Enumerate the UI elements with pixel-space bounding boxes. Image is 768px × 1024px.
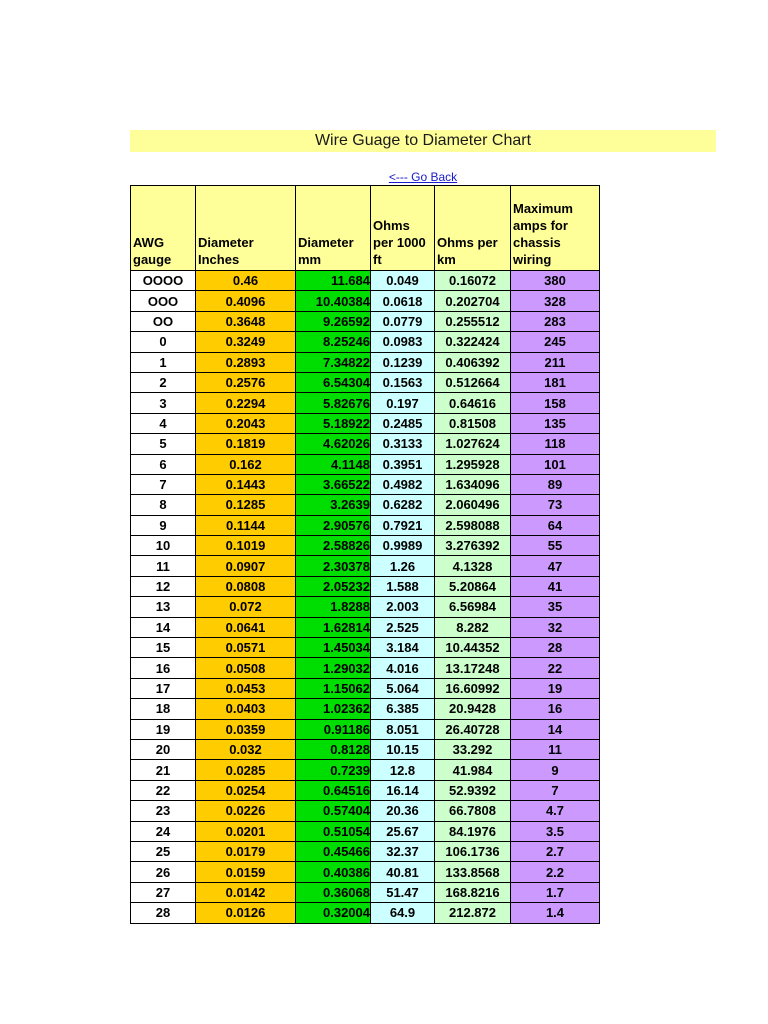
cell-ohms-per-1000ft: 0.9989 <box>371 536 435 556</box>
cell-diameter-inches: 0.1144 <box>196 515 296 535</box>
cell-max-amps: 4.7 <box>511 801 600 821</box>
cell-ohms-per-1000ft: 51.47 <box>371 882 435 902</box>
cell-diameter-mm: 1.62814 <box>296 617 371 637</box>
cell-awg-gauge: 16 <box>131 658 196 678</box>
cell-diameter-mm: 6.54304 <box>296 372 371 392</box>
table-row <box>131 597 600 617</box>
cell-awg-gauge: 19 <box>131 719 196 739</box>
cell-diameter-mm: 0.7239 <box>296 760 371 780</box>
cell-diameter-mm: 0.40386 <box>296 862 371 882</box>
cell-max-amps: 135 <box>511 413 600 433</box>
cell-ohms-per-km: 0.81508 <box>435 413 511 433</box>
cell-awg-gauge: 5 <box>131 434 196 454</box>
cell-awg-gauge: 24 <box>131 821 196 841</box>
cell-max-amps: 11 <box>511 739 600 759</box>
cell-max-amps: 211 <box>511 352 600 372</box>
table-row <box>131 271 600 291</box>
cell-ohms-per-1000ft: 6.385 <box>371 699 435 719</box>
cell-diameter-inches: 0.162 <box>196 454 296 474</box>
cell-awg-gauge: 20 <box>131 739 196 759</box>
cell-ohms-per-km: 0.512664 <box>435 372 511 392</box>
cell-diameter-inches: 0.0285 <box>196 760 296 780</box>
cell-max-amps: 1.4 <box>511 903 600 923</box>
cell-ohms-per-1000ft: 0.6282 <box>371 495 435 515</box>
cell-diameter-inches: 0.0126 <box>196 903 296 923</box>
cell-diameter-mm: 2.58826 <box>296 536 371 556</box>
cell-ohms-per-1000ft: 8.051 <box>371 719 435 739</box>
cell-max-amps: 2.2 <box>511 862 600 882</box>
col-header-diameter-mm: Diameter mm <box>296 186 371 271</box>
cell-ohms-per-km: 41.984 <box>435 760 511 780</box>
table-row <box>131 801 600 821</box>
cell-max-amps: 245 <box>511 332 600 352</box>
cell-diameter-mm: 0.64516 <box>296 780 371 800</box>
cell-ohms-per-1000ft: 2.003 <box>371 597 435 617</box>
cell-ohms-per-km: 0.64616 <box>435 393 511 413</box>
cell-ohms-per-1000ft: 10.15 <box>371 739 435 759</box>
cell-awg-gauge: 13 <box>131 597 196 617</box>
cell-ohms-per-1000ft: 0.049 <box>371 271 435 291</box>
cell-diameter-inches: 0.2576 <box>196 372 296 392</box>
cell-ohms-per-1000ft: 4.016 <box>371 658 435 678</box>
cell-diameter-mm: 1.02362 <box>296 699 371 719</box>
table-row <box>131 903 600 923</box>
cell-max-amps: 22 <box>511 658 600 678</box>
cell-ohms-per-km: 1.027624 <box>435 434 511 454</box>
cell-ohms-per-km: 16.60992 <box>435 678 511 698</box>
cell-max-amps: 55 <box>511 536 600 556</box>
cell-diameter-inches: 0.0159 <box>196 862 296 882</box>
cell-max-amps: 181 <box>511 372 600 392</box>
cell-awg-gauge: OOO <box>131 291 196 311</box>
cell-ohms-per-km: 1.634096 <box>435 474 511 494</box>
cell-diameter-mm: 3.66522 <box>296 474 371 494</box>
cell-awg-gauge: 8 <box>131 495 196 515</box>
cell-ohms-per-km: 66.7808 <box>435 801 511 821</box>
cell-ohms-per-km: 6.56984 <box>435 597 511 617</box>
cell-diameter-mm: 2.30378 <box>296 556 371 576</box>
cell-diameter-inches: 0.072 <box>196 597 296 617</box>
cell-awg-gauge: OOOO <box>131 271 196 291</box>
cell-ohms-per-1000ft: 20.36 <box>371 801 435 821</box>
cell-awg-gauge: 28 <box>131 903 196 923</box>
cell-diameter-mm: 1.45034 <box>296 638 371 658</box>
cell-ohms-per-1000ft: 32.37 <box>371 841 435 861</box>
table-row <box>131 862 600 882</box>
cell-diameter-inches: 0.1019 <box>196 536 296 556</box>
cell-awg-gauge: 17 <box>131 678 196 698</box>
cell-ohms-per-km: 33.292 <box>435 739 511 759</box>
table-row <box>131 576 600 596</box>
cell-diameter-mm: 0.45466 <box>296 841 371 861</box>
cell-ohms-per-1000ft: 0.0618 <box>371 291 435 311</box>
table-row <box>131 372 600 392</box>
cell-diameter-mm: 9.26592 <box>296 311 371 331</box>
cell-ohms-per-1000ft: 0.0983 <box>371 332 435 352</box>
cell-max-amps: 158 <box>511 393 600 413</box>
cell-max-amps: 35 <box>511 597 600 617</box>
cell-ohms-per-1000ft: 1.588 <box>371 576 435 596</box>
cell-awg-gauge: 9 <box>131 515 196 535</box>
chart-title-text: Wire Guage to Diameter Chart <box>314 132 532 149</box>
cell-diameter-inches: 0.1285 <box>196 495 296 515</box>
cell-awg-gauge: 1 <box>131 352 196 372</box>
cell-awg-gauge: 2 <box>131 372 196 392</box>
cell-max-amps: 16 <box>511 699 600 719</box>
cell-awg-gauge: 14 <box>131 617 196 637</box>
cell-ohms-per-1000ft: 0.4982 <box>371 474 435 494</box>
cell-awg-gauge: 0 <box>131 332 196 352</box>
cell-ohms-per-km: 4.1328 <box>435 556 511 576</box>
cell-ohms-per-1000ft: 0.7921 <box>371 515 435 535</box>
wire-gauge-table <box>130 185 600 924</box>
cell-diameter-inches: 0.0201 <box>196 821 296 841</box>
cell-diameter-mm: 1.15062 <box>296 678 371 698</box>
table-row <box>131 393 600 413</box>
cell-diameter-mm: 2.90576 <box>296 515 371 535</box>
cell-ohms-per-km: 212.872 <box>435 903 511 923</box>
cell-max-amps: 9 <box>511 760 600 780</box>
cell-ohms-per-km: 8.282 <box>435 617 511 637</box>
cell-ohms-per-km: 0.255512 <box>435 311 511 331</box>
cell-diameter-inches: 0.2294 <box>196 393 296 413</box>
cell-awg-gauge: 10 <box>131 536 196 556</box>
cell-max-amps: 28 <box>511 638 600 658</box>
col-header-max-amps: Maximum amps for chassis wiring <box>511 186 600 271</box>
chart-title <box>130 130 716 152</box>
cell-ohms-per-1000ft: 0.3951 <box>371 454 435 474</box>
cell-max-amps: 73 <box>511 495 600 515</box>
cell-ohms-per-km: 0.322424 <box>435 332 511 352</box>
cell-diameter-mm: 3.2639 <box>296 495 371 515</box>
cell-diameter-mm: 0.51054 <box>296 821 371 841</box>
cell-diameter-mm: 11.684 <box>296 271 371 291</box>
cell-diameter-inches: 0.1819 <box>196 434 296 454</box>
cell-ohms-per-km: 26.40728 <box>435 719 511 739</box>
cell-ohms-per-1000ft: 64.9 <box>371 903 435 923</box>
cell-ohms-per-1000ft: 0.3133 <box>371 434 435 454</box>
cell-diameter-inches: 0.0142 <box>196 882 296 902</box>
cell-ohms-per-km: 2.060496 <box>435 495 511 515</box>
table-row <box>131 739 600 759</box>
table-body <box>131 271 600 924</box>
cell-diameter-inches: 0.1443 <box>196 474 296 494</box>
cell-awg-gauge: 7 <box>131 474 196 494</box>
cell-ohms-per-km: 20.9428 <box>435 699 511 719</box>
cell-ohms-per-km: 2.598088 <box>435 515 511 535</box>
cell-ohms-per-1000ft: 25.67 <box>371 821 435 841</box>
cell-ohms-per-1000ft: 5.064 <box>371 678 435 698</box>
cell-max-amps: 380 <box>511 271 600 291</box>
cell-ohms-per-km: 3.276392 <box>435 536 511 556</box>
cell-diameter-mm: 0.8128 <box>296 739 371 759</box>
cell-ohms-per-1000ft: 16.14 <box>371 780 435 800</box>
cell-ohms-per-km: 106.1736 <box>435 841 511 861</box>
cell-ohms-per-km: 0.406392 <box>435 352 511 372</box>
table-row <box>131 556 600 576</box>
cell-awg-gauge: 4 <box>131 413 196 433</box>
cell-diameter-inches: 0.3648 <box>196 311 296 331</box>
cell-diameter-inches: 0.3249 <box>196 332 296 352</box>
cell-ohms-per-1000ft: 12.8 <box>371 760 435 780</box>
table-row <box>131 311 600 331</box>
cell-diameter-inches: 0.0226 <box>196 801 296 821</box>
table-row <box>131 352 600 372</box>
cell-diameter-inches: 0.0453 <box>196 678 296 698</box>
cell-diameter-mm: 2.05232 <box>296 576 371 596</box>
table-row <box>131 719 600 739</box>
cell-awg-gauge: OO <box>131 311 196 331</box>
cell-ohms-per-km: 52.9392 <box>435 780 511 800</box>
cell-awg-gauge: 18 <box>131 699 196 719</box>
cell-max-amps: 2.7 <box>511 841 600 861</box>
table-row <box>131 678 600 698</box>
cell-diameter-mm: 1.8288 <box>296 597 371 617</box>
cell-diameter-mm: 0.32004 <box>296 903 371 923</box>
cell-ohms-per-km: 133.8568 <box>435 862 511 882</box>
cell-awg-gauge: 26 <box>131 862 196 882</box>
table-row <box>131 617 600 637</box>
cell-ohms-per-km: 0.202704 <box>435 291 511 311</box>
cell-ohms-per-1000ft: 40.81 <box>371 862 435 882</box>
table-row <box>131 434 600 454</box>
cell-diameter-mm: 5.18922 <box>296 413 371 433</box>
col-header-ohms-per-km: Ohms per km <box>435 186 511 271</box>
cell-ohms-per-1000ft: 3.184 <box>371 638 435 658</box>
table-row <box>131 413 600 433</box>
cell-ohms-per-km: 84.1976 <box>435 821 511 841</box>
cell-ohms-per-1000ft: 2.525 <box>371 617 435 637</box>
table-row <box>131 536 600 556</box>
table-row <box>131 332 600 352</box>
cell-diameter-mm: 7.34822 <box>296 352 371 372</box>
cell-max-amps: 41 <box>511 576 600 596</box>
table-row <box>131 658 600 678</box>
table-row <box>131 515 600 535</box>
cell-diameter-inches: 0.0808 <box>196 576 296 596</box>
cell-diameter-inches: 0.0907 <box>196 556 296 576</box>
cell-max-amps: 89 <box>511 474 600 494</box>
cell-max-amps: 101 <box>511 454 600 474</box>
cell-diameter-mm: 8.25246 <box>296 332 371 352</box>
cell-diameter-inches: 0.0179 <box>196 841 296 861</box>
table-row <box>131 760 600 780</box>
cell-ohms-per-km: 1.295928 <box>435 454 511 474</box>
cell-diameter-inches: 0.4096 <box>196 291 296 311</box>
cell-ohms-per-km: 5.20864 <box>435 576 511 596</box>
col-header-diameter-inches: Diameter Inches <box>196 186 296 271</box>
cell-max-amps: 14 <box>511 719 600 739</box>
cell-diameter-mm: 1.29032 <box>296 658 371 678</box>
cell-awg-gauge: 11 <box>131 556 196 576</box>
cell-awg-gauge: 27 <box>131 882 196 902</box>
cell-ohms-per-km: 168.8216 <box>435 882 511 902</box>
cell-diameter-mm: 0.91186 <box>296 719 371 739</box>
go-back-link[interactable]: <--- Go Back <box>388 170 458 184</box>
cell-max-amps: 32 <box>511 617 600 637</box>
cell-diameter-mm: 4.62026 <box>296 434 371 454</box>
cell-ohms-per-km: 0.16072 <box>435 271 511 291</box>
cell-diameter-mm: 10.40384 <box>296 291 371 311</box>
cell-max-amps: 328 <box>511 291 600 311</box>
cell-max-amps: 1.7 <box>511 882 600 902</box>
cell-max-amps: 19 <box>511 678 600 698</box>
cell-diameter-inches: 0.0508 <box>196 658 296 678</box>
cell-ohms-per-1000ft: 0.2485 <box>371 413 435 433</box>
table-row <box>131 638 600 658</box>
table-row <box>131 474 600 494</box>
cell-diameter-mm: 0.57404 <box>296 801 371 821</box>
cell-diameter-inches: 0.032 <box>196 739 296 759</box>
table-row <box>131 821 600 841</box>
table-header-row <box>131 186 600 271</box>
cell-awg-gauge: 22 <box>131 780 196 800</box>
cell-diameter-inches: 0.0571 <box>196 638 296 658</box>
cell-ohms-per-1000ft: 0.1563 <box>371 372 435 392</box>
cell-max-amps: 7 <box>511 780 600 800</box>
cell-diameter-inches: 0.2893 <box>196 352 296 372</box>
cell-diameter-inches: 0.0403 <box>196 699 296 719</box>
cell-awg-gauge: 6 <box>131 454 196 474</box>
cell-awg-gauge: 25 <box>131 841 196 861</box>
table-row <box>131 291 600 311</box>
table-row <box>131 780 600 800</box>
col-header-awg-gauge: AWG gauge <box>131 186 196 271</box>
cell-ohms-per-1000ft: 0.0779 <box>371 311 435 331</box>
cell-awg-gauge: 23 <box>131 801 196 821</box>
table-row <box>131 841 600 861</box>
cell-awg-gauge: 3 <box>131 393 196 413</box>
table-row <box>131 454 600 474</box>
cell-max-amps: 118 <box>511 434 600 454</box>
cell-awg-gauge: 21 <box>131 760 196 780</box>
table-row <box>131 495 600 515</box>
cell-ohms-per-km: 10.44352 <box>435 638 511 658</box>
cell-diameter-inches: 0.0254 <box>196 780 296 800</box>
cell-diameter-mm: 4.1148 <box>296 454 371 474</box>
cell-awg-gauge: 12 <box>131 576 196 596</box>
table-row <box>131 882 600 902</box>
cell-max-amps: 64 <box>511 515 600 535</box>
col-header-ohms-per-1000ft: Ohms per 1000 ft <box>371 186 435 271</box>
table-row <box>131 699 600 719</box>
cell-max-amps: 3.5 <box>511 821 600 841</box>
cell-awg-gauge: 15 <box>131 638 196 658</box>
cell-ohms-per-km: 13.17248 <box>435 658 511 678</box>
cell-ohms-per-1000ft: 1.26 <box>371 556 435 576</box>
cell-diameter-mm: 5.82676 <box>296 393 371 413</box>
cell-max-amps: 283 <box>511 311 600 331</box>
cell-diameter-mm: 0.36068 <box>296 882 371 902</box>
cell-diameter-inches: 0.0641 <box>196 617 296 637</box>
cell-diameter-inches: 0.2043 <box>196 413 296 433</box>
cell-ohms-per-1000ft: 0.1239 <box>371 352 435 372</box>
cell-diameter-inches: 0.46 <box>196 271 296 291</box>
cell-ohms-per-1000ft: 0.197 <box>371 393 435 413</box>
cell-max-amps: 47 <box>511 556 600 576</box>
cell-diameter-inches: 0.0359 <box>196 719 296 739</box>
